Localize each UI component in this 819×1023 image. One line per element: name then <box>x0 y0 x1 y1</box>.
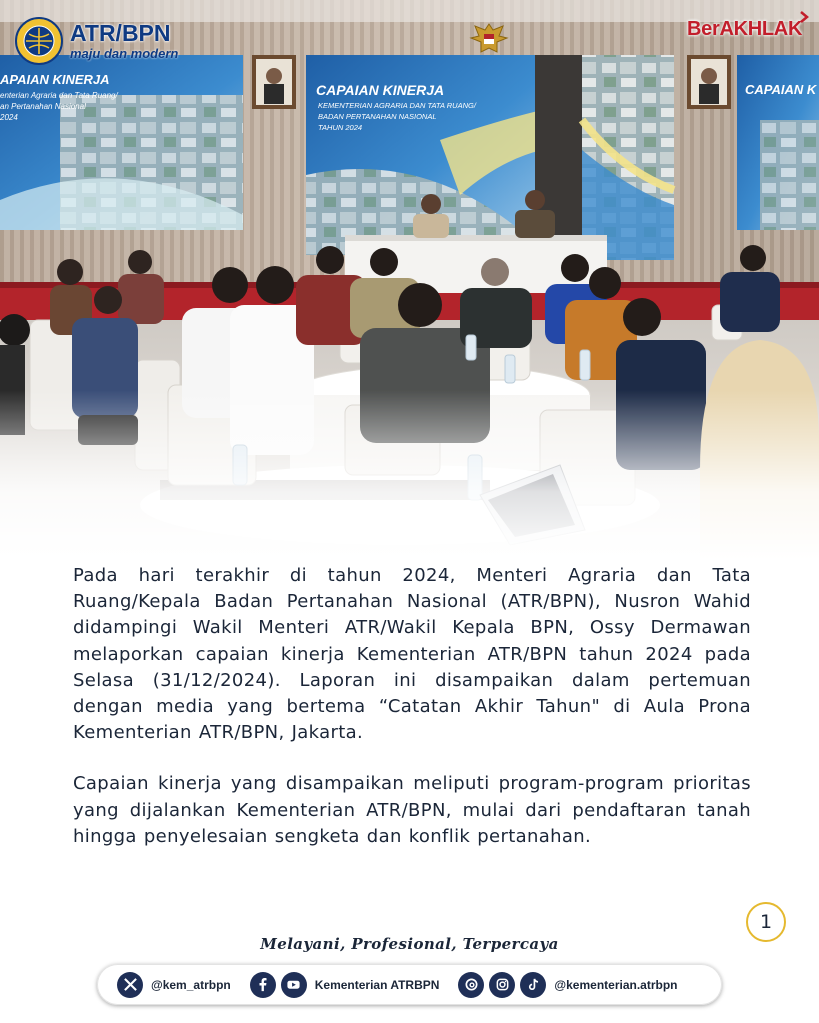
berakhlak-badge <box>687 18 802 41</box>
atr-bpn-logo <box>14 16 178 66</box>
article-paragraph: Capaian kinerja yang disampaikan meliputi program-program prioritas yang dijalankan Kementerian ATR/BPN, mulai dari pendaftaran tanah hingga penyelesaian sengketa dan konflik pertanahan. <box>73 773 751 847</box>
chevron-right-icon <box>798 10 810 24</box>
logo-tagline: maju dan modern <box>70 46 179 61</box>
facebook-icon[interactable] <box>250 972 276 998</box>
article-body <box>73 563 751 875</box>
instagram-icon[interactable] <box>489 972 515 998</box>
screen-title: CAPAIAN KINERJA <box>316 82 445 98</box>
tagline: Melayani, Profesional, Terpercaya <box>260 935 559 953</box>
photo-fade <box>0 390 819 560</box>
screen-subtitle-line: BADAN PERTANAHAN NASIONAL <box>318 112 437 121</box>
screen-subtitle <box>318 100 538 133</box>
tiktok-icon[interactable] <box>520 972 546 998</box>
screen-subtitle-line: TAHUN 2024 <box>318 123 363 132</box>
screen-subtitle-line: KEMENTERIAN AGRARIA DAN TATA RUANG/ <box>318 101 476 110</box>
threads-instagram-tiktok-handle[interactable]: @kementerian.atrbpn <box>554 977 678 992</box>
garuda-emblem-icon <box>467 18 511 62</box>
article-paragraph: Pada hari terakhir di tahun 2024, Menteri Agraria dan Tata Ruang/Kepala Badan Pertanahan Nasional (ATR/BPN), Nusron Wahid didampingi Wakil Menteri ATR/Wakil Kepala BPN, Ossy Dermawan melaporkan capaian kinerja Kementerian ATR/BPN tahun 2024 pada Selasa (31/12/2024). Laporan ini disampaikan dalam pertemuan dengan media yang bertema “Catatan Akhir Tahun" di Aula Prona Kementerian ATR/BPN, Jakarta. <box>73 565 751 744</box>
logo-title: ATR/BPN <box>70 20 171 46</box>
threads-icon[interactable] <box>458 972 484 998</box>
left-screen-subtitle-line: enterian Agraria dan Tata Ruang/ <box>0 91 118 100</box>
facebook-youtube-handle[interactable]: Kementerian ATRBPN <box>314 977 440 992</box>
berakhlak-label: BerAKHLAK <box>687 18 803 40</box>
right-screen-title: CAPAIAN K <box>745 82 817 97</box>
x-handle[interactable]: @kem_atrbpn <box>151 977 231 992</box>
left-screen-subtitle-line: 2024 <box>0 113 18 122</box>
left-screen-subtitle <box>0 90 220 123</box>
social-media-bar <box>97 964 722 1005</box>
page-number-badge: 1 <box>746 902 786 942</box>
left-screen-subtitle-line: an Pertanahan Nasional <box>0 102 86 111</box>
left-screen-title: APAIAN KINERJA <box>0 72 110 87</box>
youtube-icon[interactable] <box>281 972 307 998</box>
atr-bpn-emblem-icon <box>14 16 64 66</box>
x-icon[interactable] <box>117 972 143 998</box>
